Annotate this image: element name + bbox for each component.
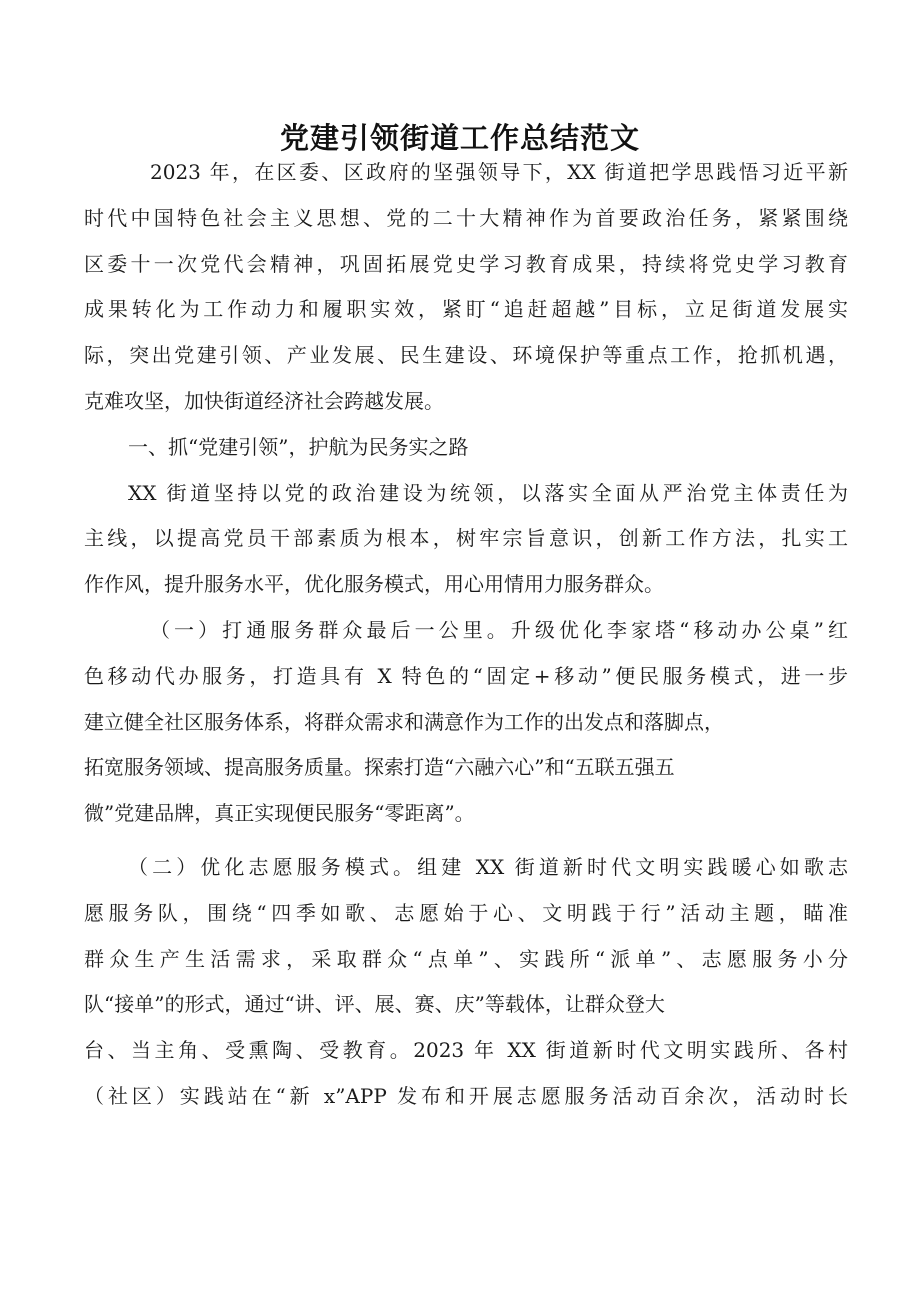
section-heading: 一、抓“党建引领”，护航为民务实之路 [128, 434, 469, 459]
paragraph-line: 建立健全社区服务体系，将群众需求和满意作为工作的出发点和落脚点， [84, 709, 724, 734]
paragraph-line: 克难攻坚，加快街道经济社会跨越发展。 [84, 388, 444, 413]
paragraph-line: 时代中国特色社会主义思想、党的二十大精神作为首要政治任务，紧紧围绕 [84, 205, 848, 230]
paragraph-line: （一）打通服务群众最后一公里。升级优化李家塔“移动办公桌”红 [150, 617, 848, 642]
paragraph-line: 队“接单”的形式，通过“讲、评、展、赛、庆”等载体，让群众登大 [84, 992, 665, 1017]
paragraph-line: 际，突出党建引领、产业发展、民生建设、环境保护等重点工作，抢抓机遇， [84, 343, 848, 368]
paragraph-line: 作作风，提升服务水平，优化服务模式，用心用情用力服务群众。 [84, 572, 664, 597]
paragraph-line: 成果转化为工作动力和履职实效，紧盯“追赶超越”目标，立足街道发展实 [84, 297, 848, 322]
paragraph-line: 微”党建品牌，真正实现便民服务“零距离”。 [84, 801, 475, 826]
paragraph-line: 区委十一次党代会精神，巩固拓展党史学习教育成果，持续将党史学习教育 [84, 251, 848, 276]
paragraph-gap [84, 837, 848, 845]
document-title: 党建引领街道工作总结范文 [279, 121, 640, 155]
paragraph-line: XX 街道坚持以党的政治建设为统领，以落实全面从严治党主体责任为 [128, 480, 848, 505]
paragraph-line: 台、当主角、受熏陶、受教育。2023 年 XX 街道新时代文明实践所、各村 [84, 1038, 848, 1063]
paragraph-line: 2023 年，在区委、区政府的坚强领导下，XX 街道把学思践悟习近平新 [150, 160, 848, 184]
document-body [84, 150, 848, 1120]
paragraph-line: 拓宽服务领域、提高服务质量。探索打造“六融六心”和“五联五强五 [84, 755, 675, 780]
paragraph-line: 色移动代办服务，打造具有 X 特色的“固定+移动”便民服务模式，进一步 [84, 663, 848, 688]
paragraph-line: 主线，以提高党员干部素质为根本，树牢宗旨意识，创新工作方法，扎实工 [84, 526, 848, 551]
paragraph-line: 群众生产生活需求，采取群众“点单”、实践所“派单”、志愿服务小分 [84, 946, 848, 971]
paragraph-line: 愿服务队，围绕“四季如歌、志愿始于心、文明践于行”活动主题，瞄准 [84, 900, 848, 925]
paragraph-line: （社区）实践站在“新 x”APP 发布和开展志愿服务活动百余次，活动时长 [84, 1083, 848, 1108]
paragraph-line: （二）优化志愿服务模式。组建 XX 街道新时代文明实践暖心如歌志 [128, 854, 848, 879]
